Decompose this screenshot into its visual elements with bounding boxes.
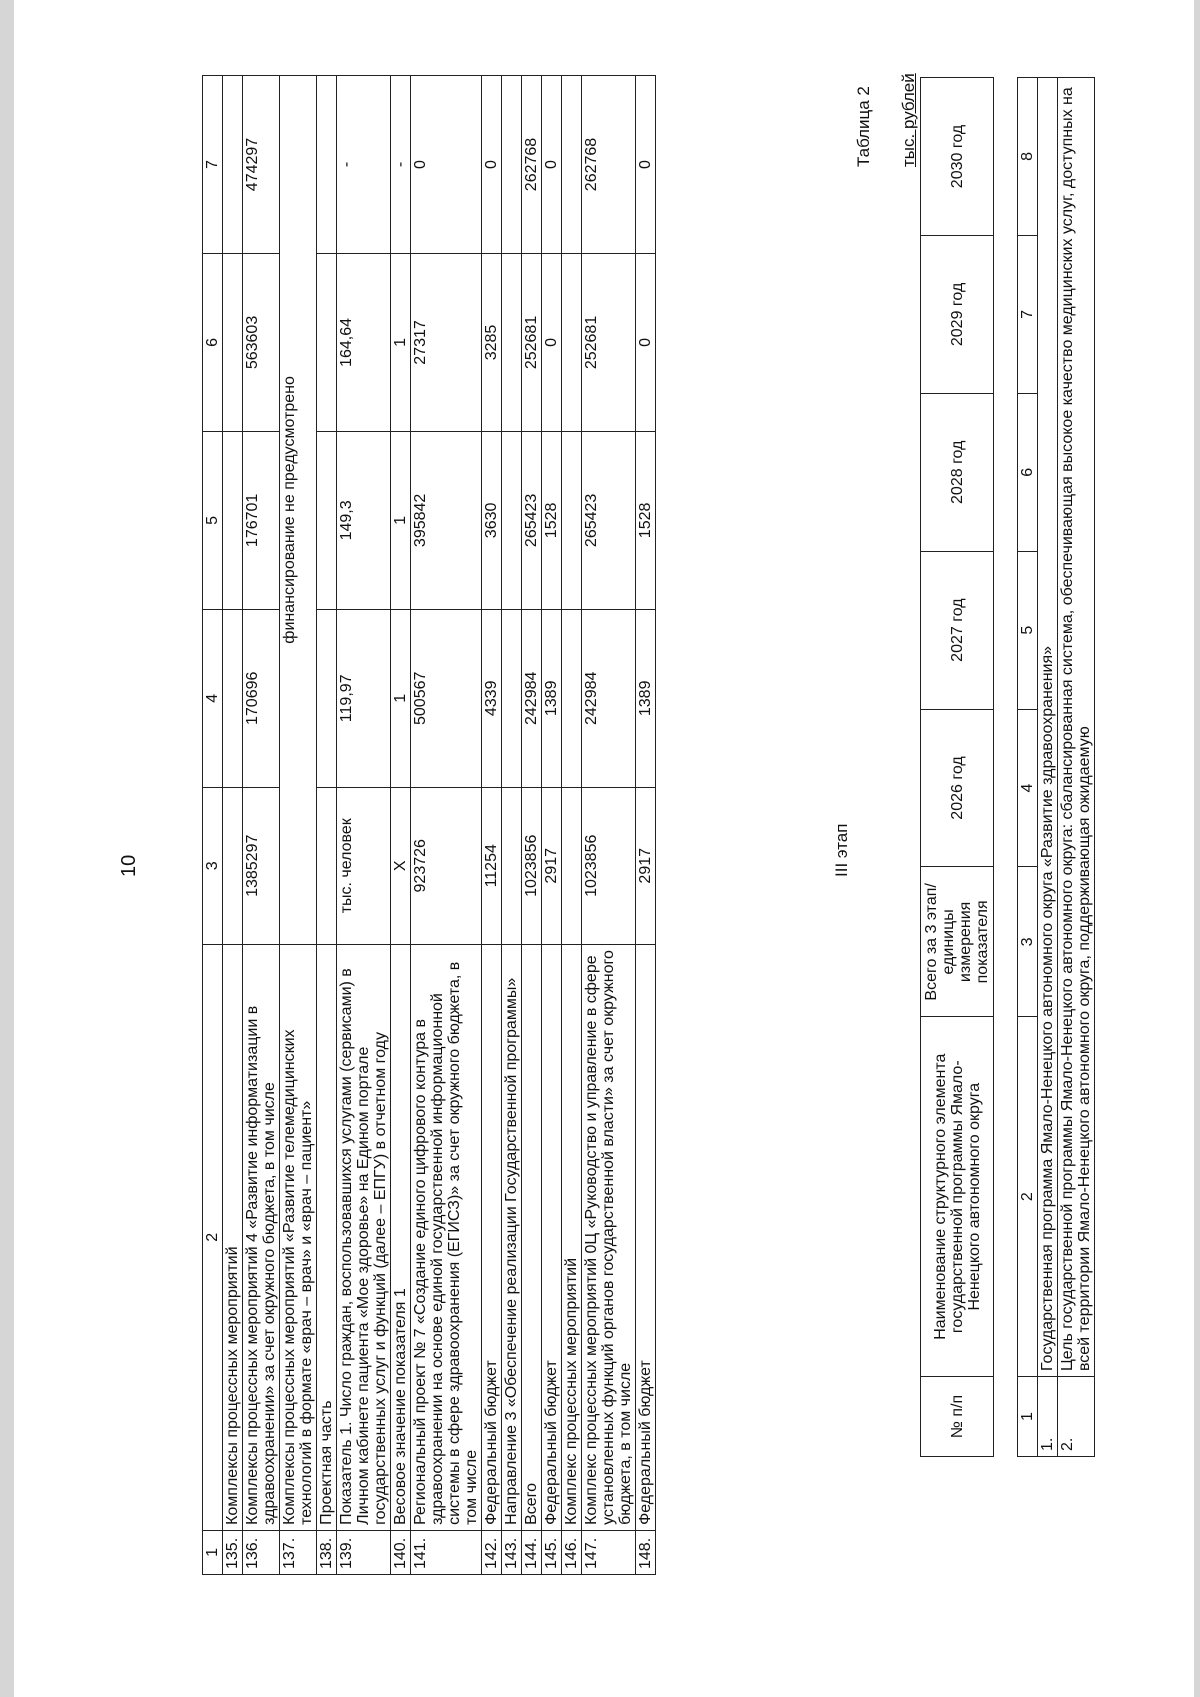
value-cell: 1528 (542, 431, 562, 609)
column-number: 2 (1018, 1017, 1038, 1377)
table-header-row (203, 76, 223, 1575)
value-cell (562, 609, 582, 787)
rotated-content (14, 0, 1194, 1697)
row-number: 135. (223, 1530, 243, 1574)
value-cell: 1389 (542, 609, 562, 787)
value-cell (317, 609, 337, 787)
table-row (280, 76, 317, 1575)
header-cell: 6 (203, 254, 223, 432)
row-number: 145. (542, 1530, 562, 1574)
value-cell (223, 787, 243, 944)
table-row (522, 76, 542, 1575)
stage-table-body (1017, 77, 1095, 1457)
table-row (562, 76, 582, 1575)
value-cell: 500567 (411, 609, 482, 787)
value-cell (223, 431, 243, 609)
row-note: финансирование не предусмотрено (280, 76, 317, 945)
header-cell: 2028 год (921, 393, 994, 551)
value-cell (562, 76, 582, 254)
value-cell: 0 (411, 76, 482, 254)
table-row (337, 76, 391, 1575)
value-cell: 0 (636, 76, 656, 254)
value-cell: 1528 (636, 431, 656, 609)
row-number: 2. (1058, 1377, 1095, 1457)
row-number: 140. (391, 1530, 411, 1574)
row-number: 147. (582, 1530, 636, 1574)
value-cell: 2917 (636, 787, 656, 944)
row-number: 1. (1038, 1377, 1058, 1457)
value-cell: 1 (391, 609, 411, 787)
value-cell: 149,3 (337, 431, 391, 609)
value-cell: 252681 (522, 254, 542, 432)
value-cell: 176701 (243, 431, 280, 609)
row-name: Направление 3 «Обеспечение реализации Государственной программы» (502, 944, 522, 1530)
value-cell (317, 431, 337, 609)
row-name: Всего (522, 944, 542, 1530)
value-cell: 265423 (522, 431, 542, 609)
row-number: 143. (502, 1530, 522, 1574)
financing-table (202, 75, 656, 1575)
stage-table-header (920, 77, 994, 1457)
header-cell: 3 (203, 787, 223, 944)
value-cell (502, 431, 522, 609)
row-number: 148. (636, 1530, 656, 1574)
header-cell: Всего за 3 этап/ единицы измерения показателя (921, 867, 994, 1017)
table-row (1038, 78, 1058, 1457)
value-cell: 262768 (522, 76, 542, 254)
value-cell: 1385297 (243, 787, 280, 944)
table-header-row (921, 78, 994, 1457)
value-cell: - (337, 76, 391, 254)
value-cell: 119,97 (337, 609, 391, 787)
value-cell: 265423 (582, 431, 636, 609)
row-name: Комплекс процессных мероприятий 0Ц «Руководство и управление в сфере установленных функций органов государственной власти» за счет окружного бюджета, в том числе (582, 944, 636, 1530)
value-cell (562, 431, 582, 609)
value-cell: 242984 (582, 609, 636, 787)
value-cell: 262768 (582, 76, 636, 254)
value-cell (502, 254, 522, 432)
column-number: 7 (1018, 235, 1038, 393)
value-cell: 1 (391, 431, 411, 609)
value-cell: тыс. человек (337, 787, 391, 944)
value-cell: 3630 (482, 431, 502, 609)
header-cell: 1 (203, 1530, 223, 1574)
table-row (223, 76, 243, 1575)
row-number: 141. (411, 1530, 482, 1574)
value-cell (562, 254, 582, 432)
row-name: Комплексы процессных мероприятий (223, 944, 243, 1530)
value-cell: 923726 (411, 787, 482, 944)
stage-title: III этап (832, 823, 851, 877)
header-cell: Наименование структурного элемента государственной программы Ямало-Ненецкого автономного округа (921, 1017, 994, 1377)
row-name: Весовое значение показателя 1 (391, 944, 411, 1530)
table-row (1058, 78, 1095, 1457)
value-cell: 1023856 (582, 787, 636, 944)
value-cell (317, 76, 337, 254)
row-name: Комплексы процессных мероприятий 4 «Развитие информатизации в здравоохранении» за счет окружного бюджета, в том числе (243, 944, 280, 1530)
table-row (582, 76, 636, 1575)
table-row (391, 76, 411, 1575)
header-cell: 2026 год (921, 709, 994, 867)
column-number: 8 (1018, 78, 1038, 236)
value-cell (223, 254, 243, 432)
row-text: Государственная программа Ямало-Ненецкого автономного округа «Развитие здравоохранения» (1038, 78, 1058, 1377)
row-name: Федеральный бюджет (636, 944, 656, 1530)
header-cell: 5 (203, 431, 223, 609)
value-cell: 4339 (482, 609, 502, 787)
value-cell (502, 76, 522, 254)
row-number: 136. (243, 1530, 280, 1574)
table-row (317, 76, 337, 1575)
value-cell: 0 (542, 76, 562, 254)
value-cell (223, 609, 243, 787)
row-name: Показатель 1. Число граждан, воспользовавшихся услугами (сервисами) в Личном кабинете пациента «Мое здоровье» на Едином портале государственных услуг и функций (далее – ЕПГУ) в отчетном году (337, 944, 391, 1530)
row-name: Комплексы процессных мероприятий «Развитие телемедицинских технологий в формате «врач – врач» и «врач – пациент» (280, 944, 317, 1530)
value-cell: 1 (391, 254, 411, 432)
value-cell: 170696 (243, 609, 280, 787)
header-cell: 2027 год (921, 551, 994, 709)
value-cell: 252681 (582, 254, 636, 432)
table-row (411, 76, 482, 1575)
value-cell: 563603 (243, 254, 280, 432)
document-page (14, 0, 1194, 1697)
value-cell: 242984 (522, 609, 542, 787)
value-cell: 2917 (542, 787, 562, 944)
page-number: 10 (118, 854, 140, 877)
value-cell: X (391, 787, 411, 944)
row-name: Проектная часть (317, 944, 337, 1530)
value-cell: 1389 (636, 609, 656, 787)
row-number: 146. (562, 1530, 582, 1574)
value-cell: 0 (482, 76, 502, 254)
table-row (542, 76, 562, 1575)
table-caption: Таблица 2 (854, 86, 873, 167)
header-cell: 2030 год (921, 78, 994, 236)
value-cell: 1023856 (522, 787, 542, 944)
header-cell: 2029 год (921, 235, 994, 393)
value-cell: 11254 (482, 787, 502, 944)
value-cell: 164,64 (337, 254, 391, 432)
table-row (482, 76, 502, 1575)
value-cell: - (391, 76, 411, 254)
row-name: Региональный проект № 7 «Создание единого цифрового контура в здравоохранении на основе единой государственной информационной системы в сфере здравоохранения (ЕГИСЗ)» за счет окружного бюджета, в том числе (411, 944, 482, 1530)
table-row (502, 76, 522, 1575)
value-cell: 474297 (243, 76, 280, 254)
header-cell: 2 (203, 944, 223, 1530)
value-cell (317, 787, 337, 944)
table-row (243, 76, 280, 1575)
row-text: Цель государственной программы Ямало-Ненецкого автономного округа: сбалансированная система, обеспечивающая высокое качество медицинских услуг, доступных на всей территории Ямало-Ненецкого автономного округа, поддерживающая ожидаемую (1058, 78, 1095, 1377)
row-name: Федеральный бюджет (482, 944, 502, 1530)
column-number: 5 (1018, 551, 1038, 709)
row-name: Комплекс процессных мероприятий (562, 944, 582, 1530)
value-cell (502, 787, 522, 944)
value-cell (317, 254, 337, 432)
column-number: 1 (1018, 1377, 1038, 1457)
row-number: 139. (337, 1530, 391, 1574)
value-cell (562, 787, 582, 944)
header-cell: № п/п (921, 1377, 994, 1457)
unit-label: тыс. рублей (899, 73, 918, 167)
value-cell (502, 609, 522, 787)
header-cell: 4 (203, 609, 223, 787)
value-cell: 3285 (482, 254, 502, 432)
column-number: 6 (1018, 393, 1038, 551)
value-cell: 0 (636, 254, 656, 432)
header-cell: 7 (203, 76, 223, 254)
column-number: 4 (1018, 709, 1038, 867)
value-cell: 395842 (411, 431, 482, 609)
value-cell: 0 (542, 254, 562, 432)
row-number: 138. (317, 1530, 337, 1574)
row-name: Федеральный бюджет (542, 944, 562, 1530)
column-number: 3 (1018, 867, 1038, 1017)
value-cell (223, 76, 243, 254)
row-number: 137. (280, 1530, 317, 1574)
row-number: 142. (482, 1530, 502, 1574)
table-row (636, 76, 656, 1575)
column-number-row (1018, 78, 1038, 1457)
row-number: 144. (522, 1530, 542, 1574)
value-cell: 27317 (411, 254, 482, 432)
